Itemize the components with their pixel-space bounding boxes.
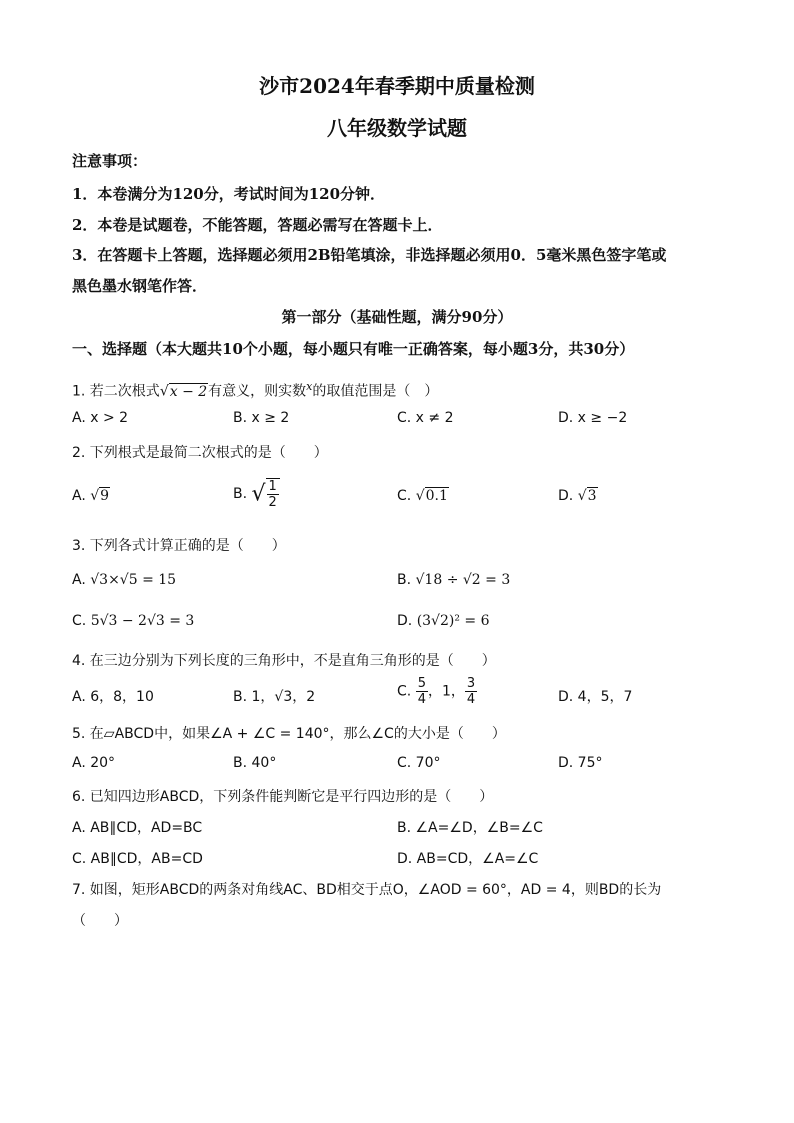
q2-option-b: B. √ $\frac{1}{2}$ bbox=[233, 478, 280, 510]
part1-title: 第一部分（基础性题，满分90分） bbox=[281, 308, 513, 326]
note-item-4: 黑色墨水钢笔作答． bbox=[72, 277, 208, 295]
exam-title: 沙市2024年春季期中质量检测 bbox=[259, 74, 535, 98]
q2-option-d: D. √3 bbox=[558, 488, 597, 504]
q1-option-a: A. x > 2 bbox=[72, 410, 129, 426]
q5-option-b: B. 40° bbox=[233, 755, 277, 771]
q2-option-c: C. √0.1 bbox=[397, 488, 448, 504]
q1-pre: 1. 若二次根式 bbox=[72, 383, 160, 400]
q6-option-b: B. ∠A=∠D，∠B=∠C bbox=[397, 820, 543, 836]
q1-option-d: D. x ≥ −2 bbox=[558, 410, 628, 426]
note-item-1: 1．本卷满分为120分，考试时间为120分钟． bbox=[72, 185, 386, 203]
q1-var: x bbox=[306, 380, 313, 393]
q1-radicand: x − 2 bbox=[169, 383, 208, 400]
exam-subtitle: 八年级数学试题 bbox=[327, 116, 467, 140]
q5-option-c: C. 70° bbox=[397, 755, 441, 771]
q1-option-c: C. x ≠ 2 bbox=[397, 410, 454, 426]
q1-post: 的取值范围是（ ） bbox=[312, 383, 439, 400]
q6-option-d: D. AB=CD，∠A=∠C bbox=[397, 851, 539, 867]
q1-option-b: B. x ≥ 2 bbox=[233, 410, 290, 426]
question-3-stem: 3. 下列各式计算正确的是（ ） bbox=[72, 538, 286, 554]
question-4-stem: 4. 在三边分别为下列长度的三角形中，不是直角三角形的是（ ） bbox=[72, 653, 496, 669]
question-5-stem: 5. 在▱ABCD中，如果∠A + ∠C = 140°，那么∠C的大小是（ ） bbox=[72, 726, 506, 742]
q3-option-b: B. √18 ÷ √2 = 3 bbox=[397, 572, 511, 588]
question-7-stem: 7. 如图，矩形ABCD的两条对角线AC、BD相交于点O，∠AOD = 60°，AD = 4，则BD的长为 bbox=[72, 882, 662, 898]
q4-option-b: B. 1，√3，2 bbox=[233, 689, 316, 705]
q4-option-a: A. 6，8，10 bbox=[72, 689, 154, 705]
q5-option-d: D. 75° bbox=[558, 755, 603, 771]
question-7-blank: （ ） bbox=[72, 913, 128, 929]
note-item-2: 2．本卷是试题卷，不能答题，答题必需写在答题卡上． bbox=[72, 216, 443, 234]
notes-heading: 注意事项： bbox=[72, 152, 148, 170]
question-6-stem: 6. 已知四边形ABCD，下列条件能判断它是平行四边形的是（ ） bbox=[72, 789, 494, 805]
q1-mid: 有意义，则实数 bbox=[208, 383, 307, 400]
question-2-stem: 2. 下列根式是最简二次根式的是（ ） bbox=[72, 445, 328, 461]
q5-option-a: A. 20° bbox=[72, 755, 116, 771]
section1-title: 一、选择题（本大题共10个小题，每小题只有唯一正确答案，每小题3分，共30分） bbox=[72, 340, 635, 358]
q6-option-a: A. AB∥CD，AD=BC bbox=[72, 820, 203, 836]
q3-option-c: C. 5√3 − 2√3 = 3 bbox=[72, 613, 195, 629]
q4-option-d: D. 4，5，7 bbox=[558, 689, 633, 705]
question-1-stem: 1. 若二次根式√x − 2有意义，则实数$^x$的取值范围是（ ） bbox=[72, 380, 439, 400]
q6-option-c: C. AB∥CD，AB=CD bbox=[72, 851, 203, 867]
note-item-3: 3．在答题卡上答题，选择题必须用2B铅笔填涂，非选择题必须用0．5毫米黑色签字笔或 bbox=[72, 246, 667, 264]
q2-option-a: A. √9 bbox=[72, 488, 110, 504]
q4-option-c: C. $\frac{5}{4}$ ，1， $\frac{3}{4}$ bbox=[397, 676, 476, 707]
q3-option-d: D. (3√2)² = 6 bbox=[397, 613, 490, 629]
q3-option-a: A. √3×√5 = 15 bbox=[72, 572, 177, 588]
